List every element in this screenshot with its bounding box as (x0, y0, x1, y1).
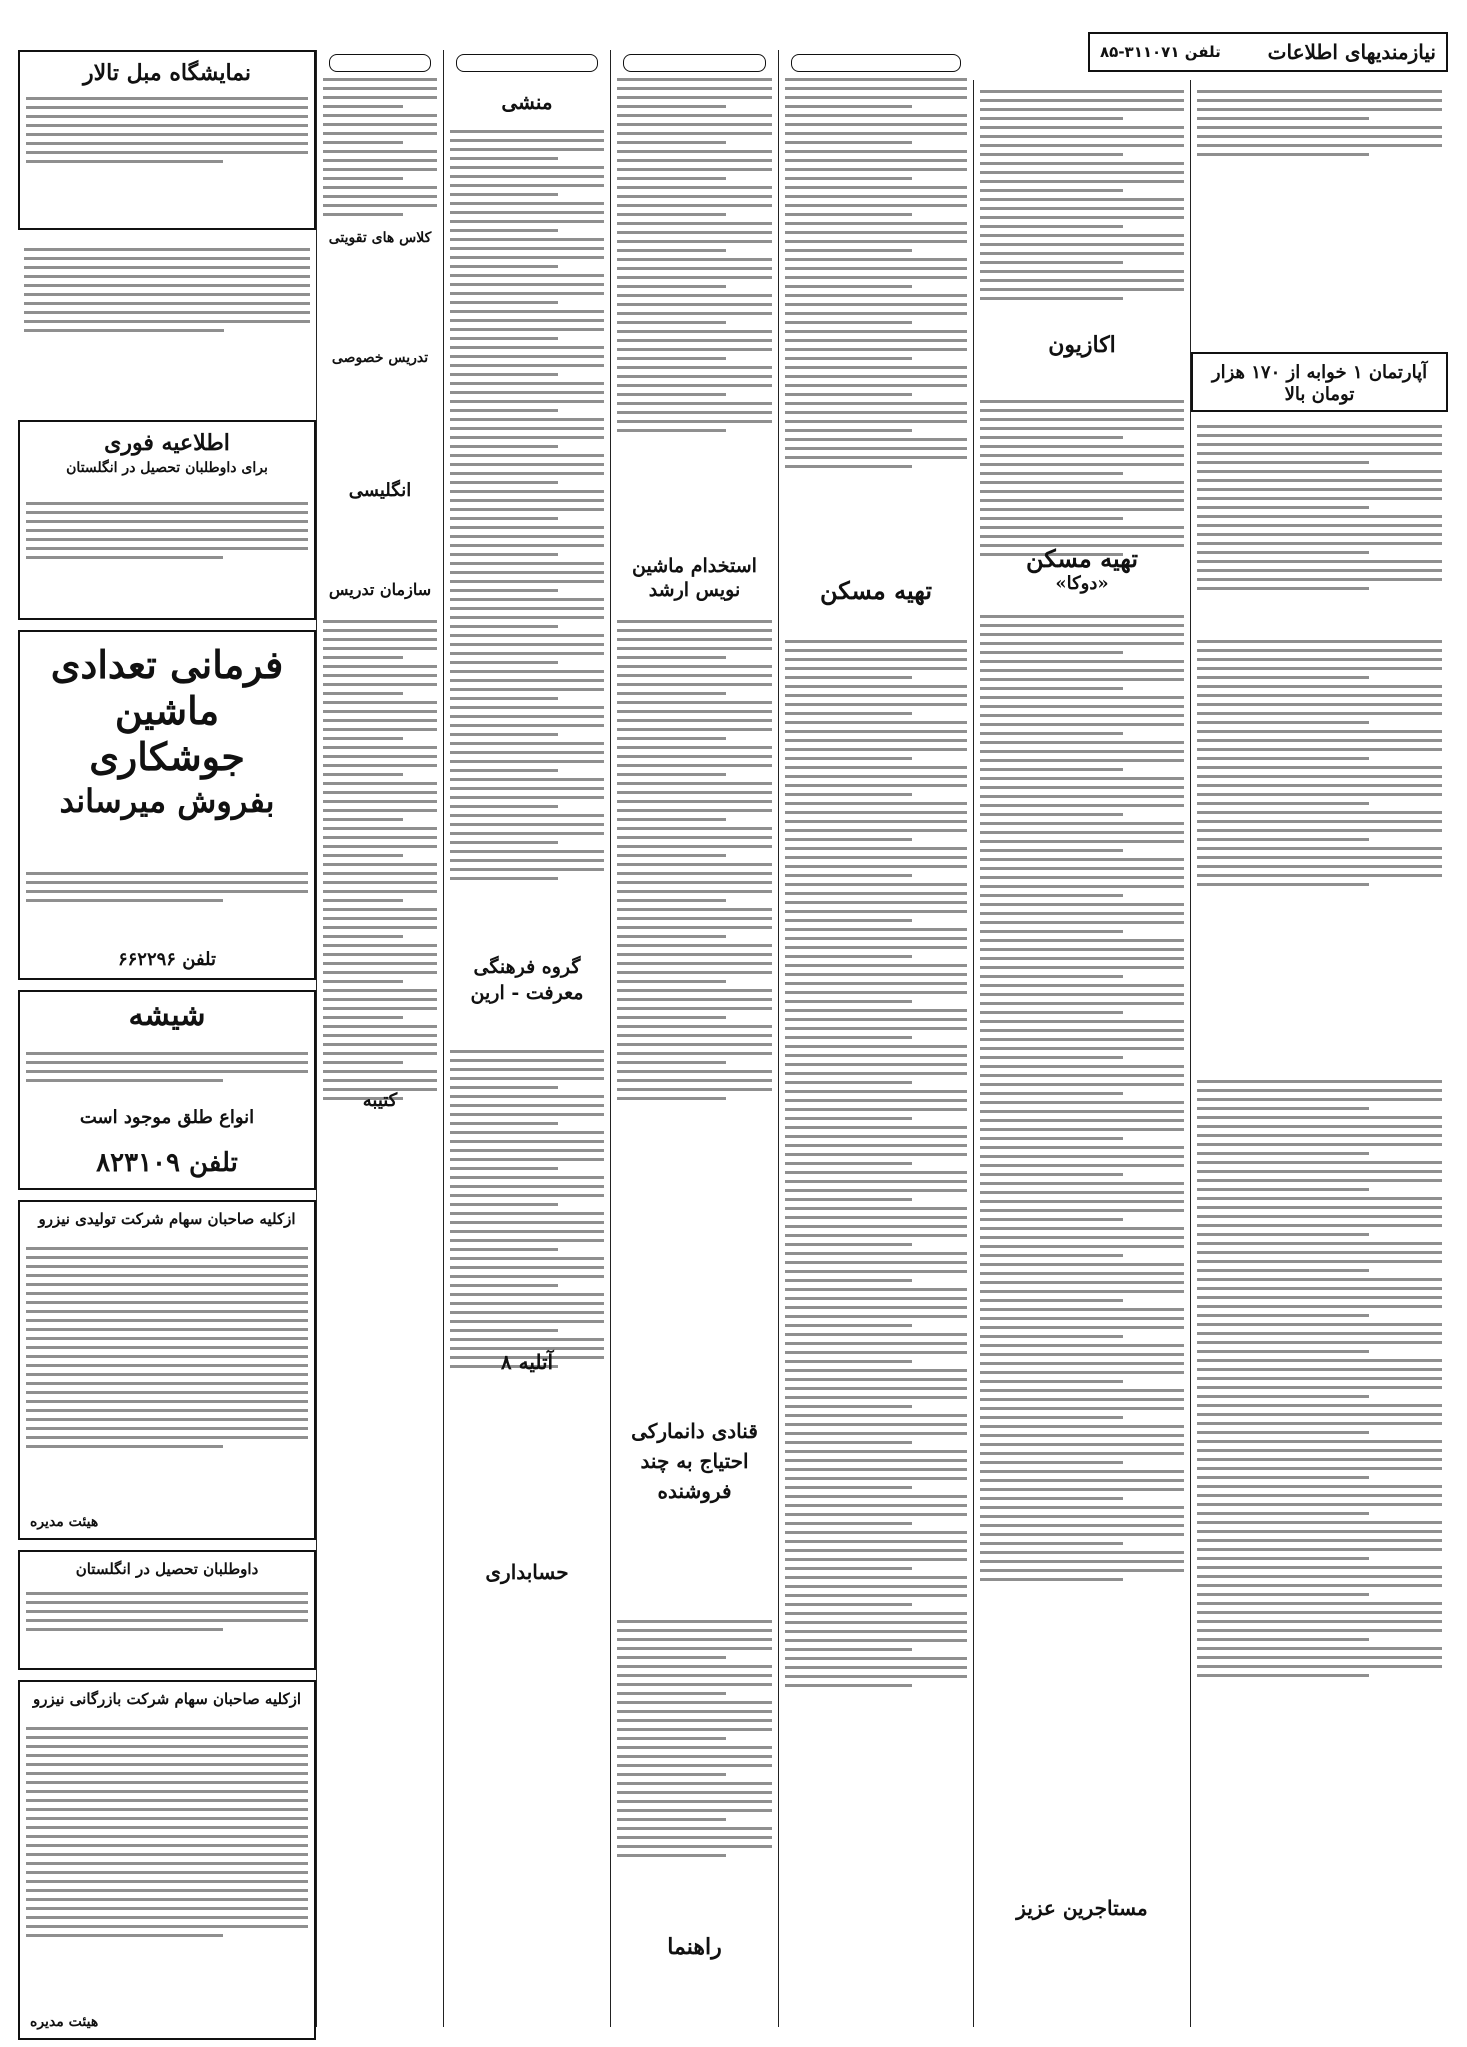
column-1 (1190, 80, 1448, 2027)
masthead (1088, 32, 1448, 72)
masthead-phone: تلفن ۳۱۱۰۷۱-۸۵ (1100, 43, 1221, 61)
ad-box-etelaieh-fori: اطلاعیه فوری برای داوطلبان تحصیل در انگلستان (18, 420, 316, 620)
headline-rahnama: راهنما (667, 1934, 722, 1960)
masthead-title: نیازمندیهای اطلاعات (1267, 40, 1436, 64)
section-label-6a (329, 54, 431, 72)
section-label-3a (791, 54, 961, 72)
headline-kelasha: کلاس های تقویتی (328, 230, 432, 246)
column-5 (443, 50, 610, 2027)
headline-mostajerin: مستاجرین عزیز (1016, 1896, 1148, 1920)
headline-atelieh: آتلیه ۸ (500, 1350, 554, 1374)
headline-sazman-tadris: سازمان تدریس (328, 580, 432, 599)
headline-englisi: انگلیسی (348, 480, 412, 501)
column-7 (18, 50, 316, 2030)
column-4 (610, 50, 778, 2027)
headline-monshi: منشی (501, 90, 553, 114)
headline-kotobeh: کتیبه (362, 1090, 398, 1111)
column-6 (316, 50, 443, 2027)
newspaper-page (18, 10, 1448, 2035)
headline-ghanadi: قنادی دانمارکی احتیاج به چند فروشنده (631, 1419, 758, 1503)
headline-tadris: تدریس خصوصی (331, 350, 429, 366)
column-2 (973, 80, 1190, 2027)
headline-tahieh-maskan-2: تهیه مسکن (820, 576, 932, 605)
ad-box-karkhaneh (18, 240, 316, 410)
ad-box-nirou-bazargani: ازکلیه صاحبان سهام شرکت بازرگانی نیزرو هیئت مدیره (18, 1680, 316, 2040)
headline-apartment: آپارتمان ۱ خوابه از ۱۷۰ هزار تومان بالا (1191, 352, 1448, 412)
section-label-4a (623, 54, 766, 72)
ad-box-farmani-joshkari: فرمانی تعدادی ماشین جوشکاری بفروش میرساند تلفن ۶۶۲۲۹۶ (18, 630, 316, 980)
headline-akazion: اکازیون (1048, 332, 1116, 358)
column-3 (778, 50, 973, 2027)
ad-box-mobl-talar: نمایشگاه مبل تالار (18, 50, 316, 230)
ad-box-davtalaban: داوطلبان تحصیل در انگلستان (18, 1550, 316, 1670)
headline-hesabdari: حسابداری (485, 1560, 569, 1584)
headline-estekhdam: استخدام ماشین نویس ارشد (632, 555, 757, 601)
section-label-5a (456, 54, 598, 72)
headline-gorooh-farhangi: گروه فرهنگی معرفت - ارین (470, 956, 584, 1004)
ad-box-shisheh: شیشه انواع طلق موجود است تلفن ۸۲۳۱۰۹ (18, 990, 316, 1190)
headline-tahieh-maskan-1: تهیه مسکن «دوکا» (1026, 544, 1138, 594)
ad-box-nirou-toolidi: ازکلیه صاحبان سهام شرکت تولیدی نیزرو هیئت مدیره (18, 1200, 316, 1540)
